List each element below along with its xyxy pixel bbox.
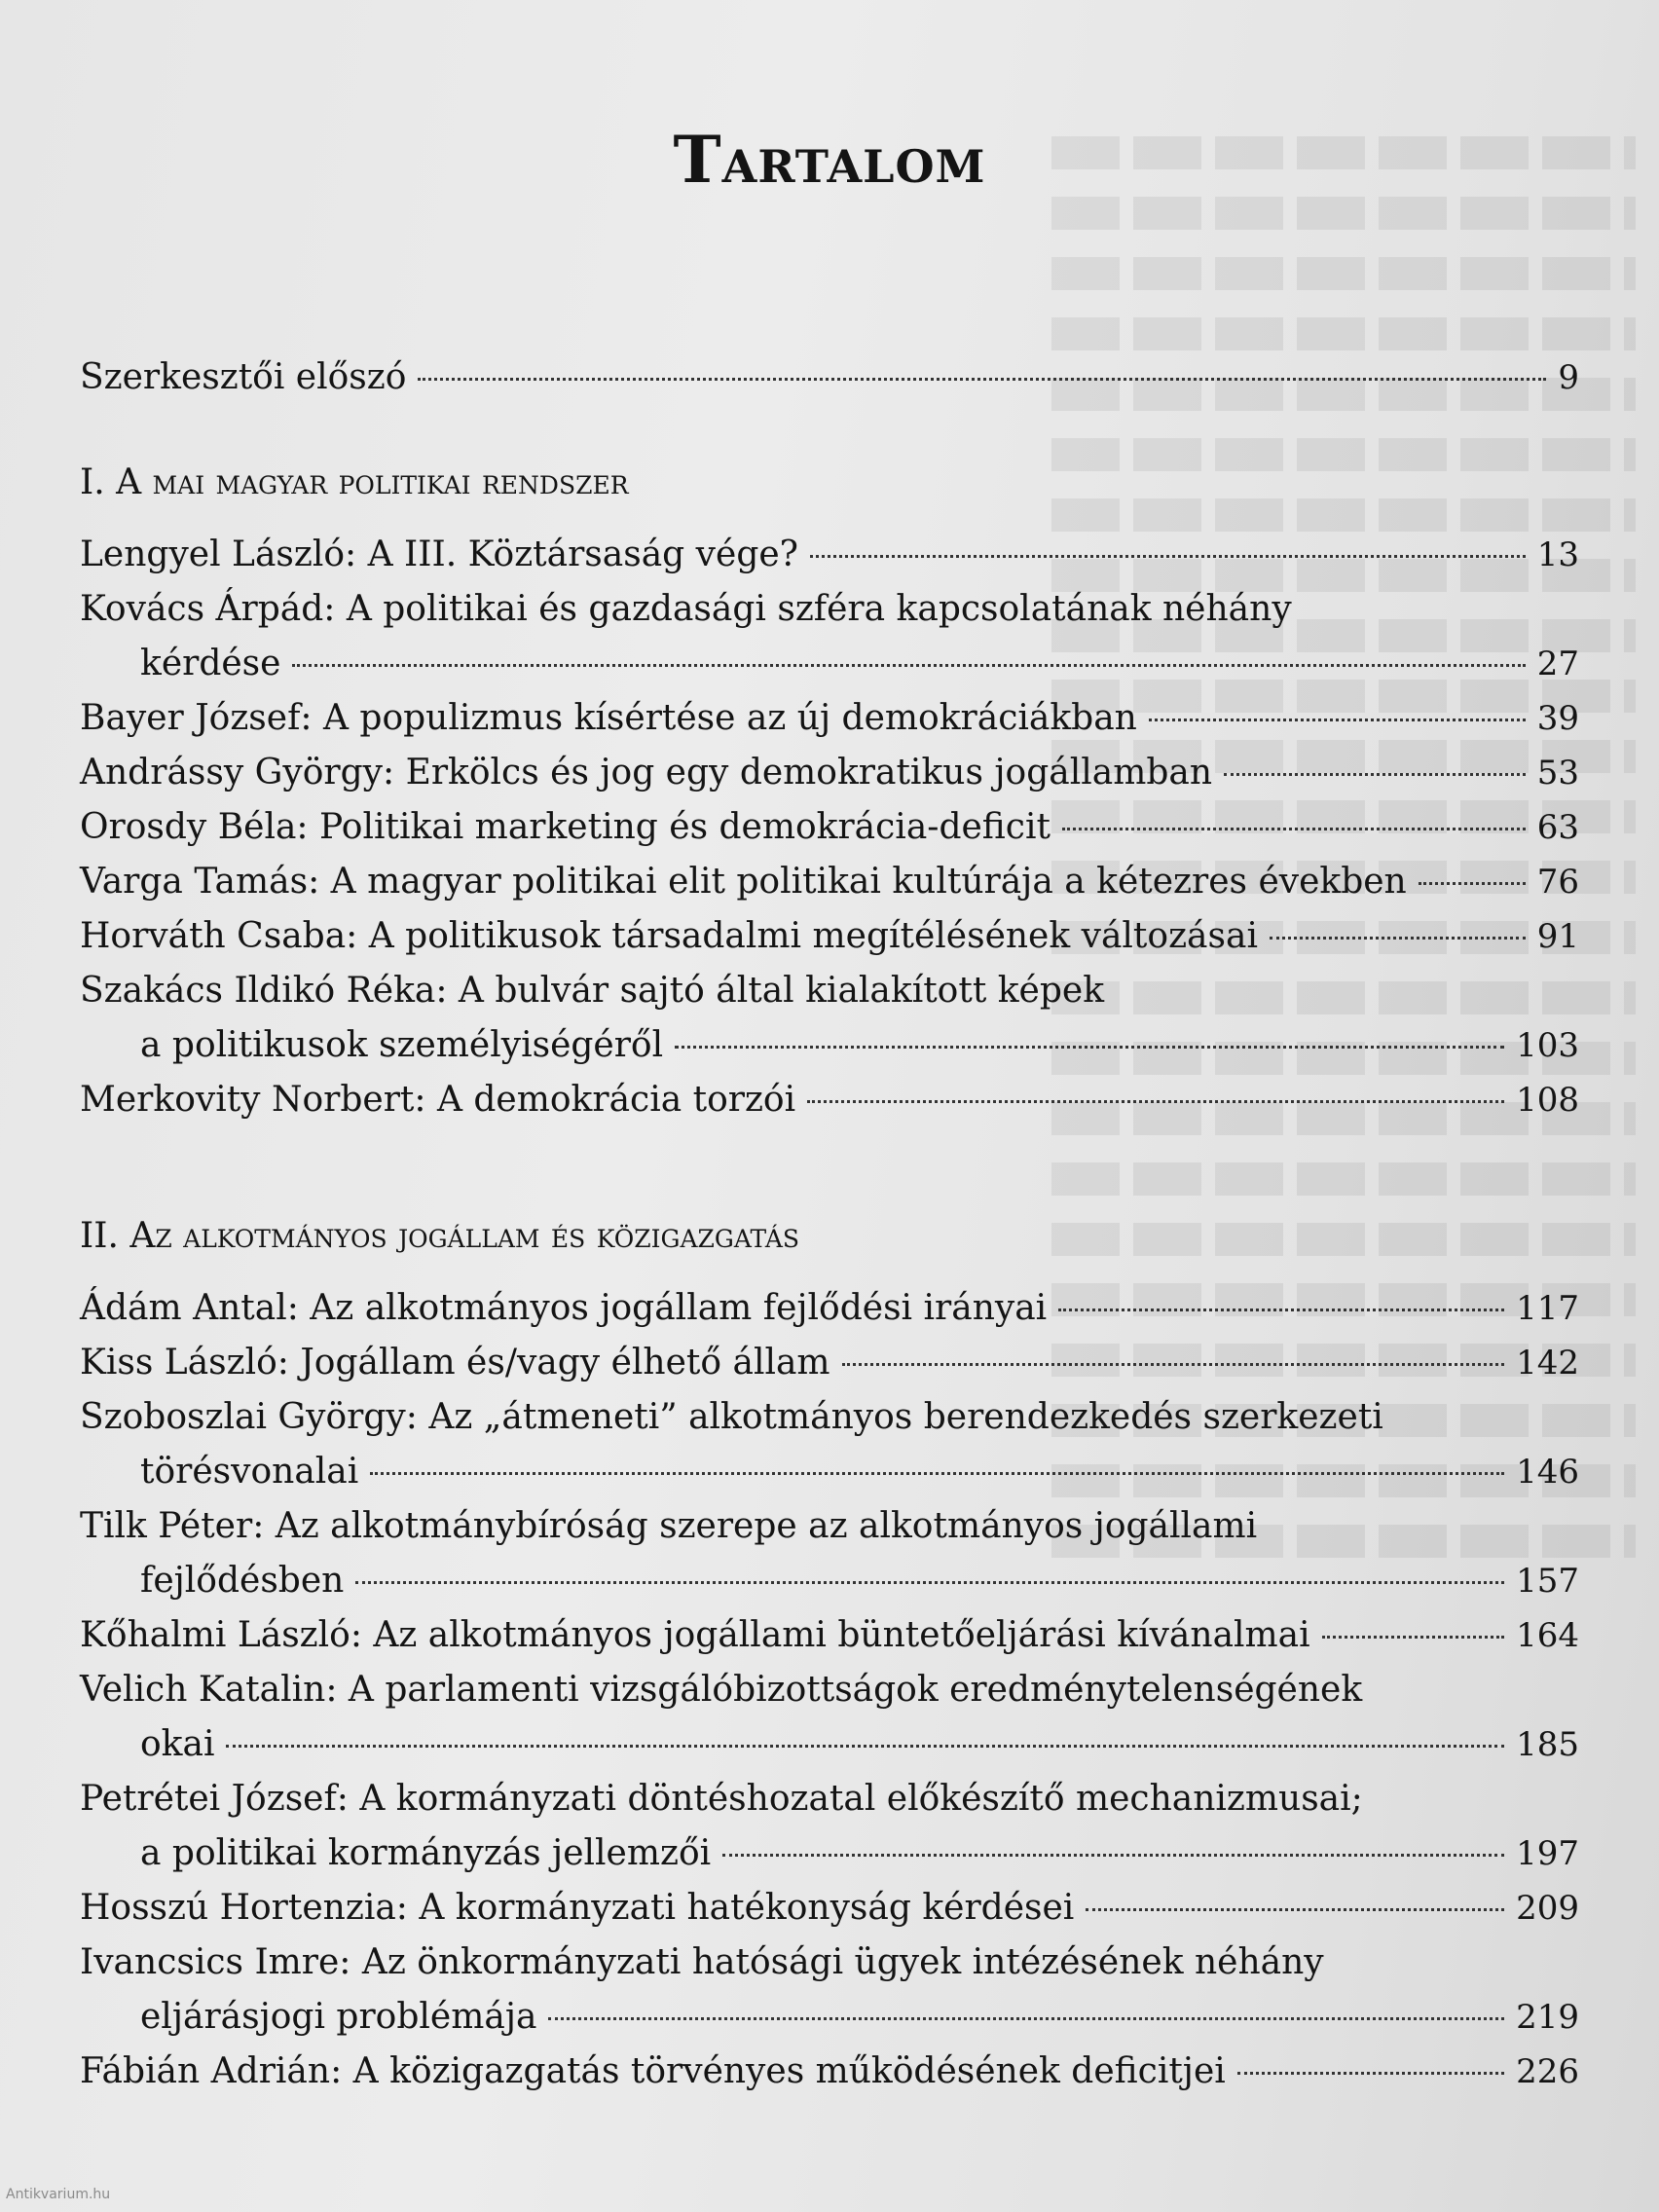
entry-row xyxy=(80,1336,1579,1390)
toc-entry xyxy=(80,855,1579,909)
entry-row xyxy=(80,1881,1579,1936)
page-number: 91 xyxy=(1536,917,1579,956)
toc-entry xyxy=(80,1336,1579,1390)
entry-label: Horváth Csaba: A politikusok társadalmi megítélésének változásai xyxy=(80,916,1258,956)
entry-row xyxy=(80,1281,1579,1336)
dot-leader xyxy=(842,1363,1505,1366)
dot-leader xyxy=(1086,1908,1504,1911)
entry-label-continued: törésvonalai xyxy=(140,1452,359,1492)
page-number: 39 xyxy=(1536,699,1579,738)
page-number: 53 xyxy=(1536,754,1579,793)
page-number: 146 xyxy=(1516,1453,1579,1492)
entry-label-continued: a politikai kormányzás jellemzői xyxy=(140,1833,712,1873)
dot-leader xyxy=(1062,828,1526,830)
page-number: 226 xyxy=(1516,2052,1579,2091)
entry-label-continued: okai xyxy=(140,1724,215,1764)
entry-label-continued: fejlődésben xyxy=(140,1561,345,1601)
dot-leader xyxy=(1237,2072,1504,2075)
toc-entry xyxy=(80,1499,1579,1608)
dot-leader xyxy=(355,1581,1504,1584)
entry-label: Lengyel László: A III. Köztársaság vége? xyxy=(80,535,798,574)
dot-leader xyxy=(1058,1309,1504,1311)
page-title: Tartalom xyxy=(673,122,986,198)
dot-leader xyxy=(722,1854,1504,1857)
toc-entry-preface xyxy=(80,350,1579,405)
toc-entry xyxy=(80,800,1579,855)
entry-row xyxy=(80,1717,1579,1772)
entry-label: Bayer József: A populizmus kísértése az új demokráciákban xyxy=(80,698,1137,738)
page-number: 13 xyxy=(1536,535,1579,574)
section-entries xyxy=(80,528,1579,1127)
entry-label: Andrássy György: Erkölcs és jog egy demokratikus jogállamban xyxy=(80,753,1213,793)
entry-label: Petrétei József: A kormányzati döntéshozatal előkészítő mechanizmusai; xyxy=(80,1779,1363,1819)
toc-entry xyxy=(80,582,1579,691)
entry-label: Velich Katalin: A parlamenti vizsgálóbizottságok eredménytelenségének xyxy=(80,1670,1363,1710)
entry-row xyxy=(80,909,1579,964)
toc-entry xyxy=(80,1936,1579,2045)
toc-entry xyxy=(80,691,1579,746)
entry-label: Varga Tamás: A magyar politikai elit politikai kultúrája a kétezres években xyxy=(80,862,1407,902)
dot-leader xyxy=(370,1472,1504,1475)
entry-row xyxy=(80,691,1579,746)
entry-label: Ivancsics Imre: Az önkormányzati hatósági ügyek intézésének néhány xyxy=(80,1942,1324,1982)
toc-entry xyxy=(80,2045,1579,2099)
entry-row xyxy=(80,1445,1579,1499)
page-number: 63 xyxy=(1536,808,1579,847)
section-heading: II. Az alkotmányos jogállam és közigazgatás xyxy=(80,1216,800,1256)
table-of-contents xyxy=(80,350,1579,2099)
entry-row xyxy=(80,637,1579,691)
toc-entry xyxy=(80,909,1579,964)
toc-entry xyxy=(80,1390,1579,1499)
entry-label: Hosszú Hortenzia: A kormányzati hatékonyság kérdései xyxy=(80,1888,1075,1928)
dot-leader xyxy=(1149,719,1526,721)
toc-entry xyxy=(80,528,1579,582)
page-number: 76 xyxy=(1536,863,1579,902)
entry-label: Orosdy Béla: Politikai marketing és demokrácia-deficit xyxy=(80,807,1051,847)
entry-label-continued: eljárásjogi problémája xyxy=(140,1997,537,2037)
dot-leader xyxy=(1419,882,1526,885)
entry-label: Ádám Antal: Az alkotmányos jogállam fejlődési irányai xyxy=(80,1288,1048,1328)
entry-label: Fábián Adrián: A közigazgatás törvényes működésének deficitjei xyxy=(80,2051,1226,2091)
entry-row xyxy=(80,1018,1579,1073)
entry-row xyxy=(80,528,1579,582)
page-number: 108 xyxy=(1516,1081,1579,1120)
entry-label: Merkovity Norbert: A demokrácia torzói xyxy=(80,1080,796,1120)
entry-row xyxy=(80,1826,1579,1881)
dot-leader xyxy=(807,1100,1504,1103)
toc-entry xyxy=(80,1281,1579,1336)
entry-row xyxy=(80,1554,1579,1608)
entry-row xyxy=(80,1990,1579,2045)
toc-entry xyxy=(80,1073,1579,1127)
dot-leader xyxy=(1224,773,1526,776)
page-number: 117 xyxy=(1516,1289,1579,1328)
toc-entry xyxy=(80,1881,1579,1936)
entry-row xyxy=(80,1608,1579,1663)
entry-label: Szoboszlai György: Az „átmeneti” alkotmányos berendezkedés szerkezeti xyxy=(80,1397,1383,1437)
page-number: 185 xyxy=(1516,1725,1579,1764)
entry-row xyxy=(80,746,1579,800)
page-number: 9 xyxy=(1558,358,1579,397)
dot-leader xyxy=(810,555,1526,558)
toc-entry xyxy=(80,1608,1579,1663)
dot-leader xyxy=(675,1046,1504,1049)
entry-label: Szerkesztői előszó xyxy=(80,357,407,397)
dot-leader xyxy=(418,378,1546,381)
entry-label-continued: a politikusok személyiségéről xyxy=(140,1025,664,1065)
page-number: 219 xyxy=(1516,1998,1579,2037)
watermark: Antikvarium.hu xyxy=(6,2187,111,2202)
page-number: 197 xyxy=(1516,1834,1579,1873)
section-entries xyxy=(80,1281,1579,2099)
toc-entry xyxy=(80,1663,1579,1772)
dot-leader xyxy=(1270,937,1526,940)
page-number: 27 xyxy=(1536,645,1579,683)
entry-label: Kovács Árpád: A politikai és gazdasági szféra kapcsolatának néhány xyxy=(80,589,1292,629)
page-number: 157 xyxy=(1516,1562,1579,1601)
entry-row xyxy=(80,2045,1579,2099)
toc-entry xyxy=(80,1772,1579,1881)
entry-label: Kőhalmi László: Az alkotmányos jogállami büntetőeljárási kívánalmai xyxy=(80,1615,1310,1655)
entry-label: Szakács Ildikó Réka: A bulvár sajtó által kialakított képek xyxy=(80,971,1105,1011)
page-number: 142 xyxy=(1516,1344,1579,1382)
section-heading: I. A mai magyar politikai rendszer xyxy=(80,462,629,502)
entry-row xyxy=(80,855,1579,909)
entry-row xyxy=(80,1073,1579,1127)
dot-leader xyxy=(292,664,1525,667)
entry-label: Kiss László: Jogállam és/vagy élhető állam xyxy=(80,1343,830,1382)
page-number: 164 xyxy=(1516,1616,1579,1655)
entry-label: Tilk Péter: Az alkotmánybíróság szerepe az alkotmányos jogállami xyxy=(80,1506,1258,1546)
page-number: 103 xyxy=(1516,1026,1579,1065)
dot-leader xyxy=(1322,1636,1504,1639)
toc-entry xyxy=(80,964,1579,1073)
dot-leader xyxy=(548,2017,1504,2020)
toc-entry xyxy=(80,746,1579,800)
dot-leader xyxy=(226,1745,1504,1748)
entry-label-continued: kérdése xyxy=(140,644,281,683)
page-number: 209 xyxy=(1516,1889,1579,1928)
entry-row xyxy=(80,800,1579,855)
